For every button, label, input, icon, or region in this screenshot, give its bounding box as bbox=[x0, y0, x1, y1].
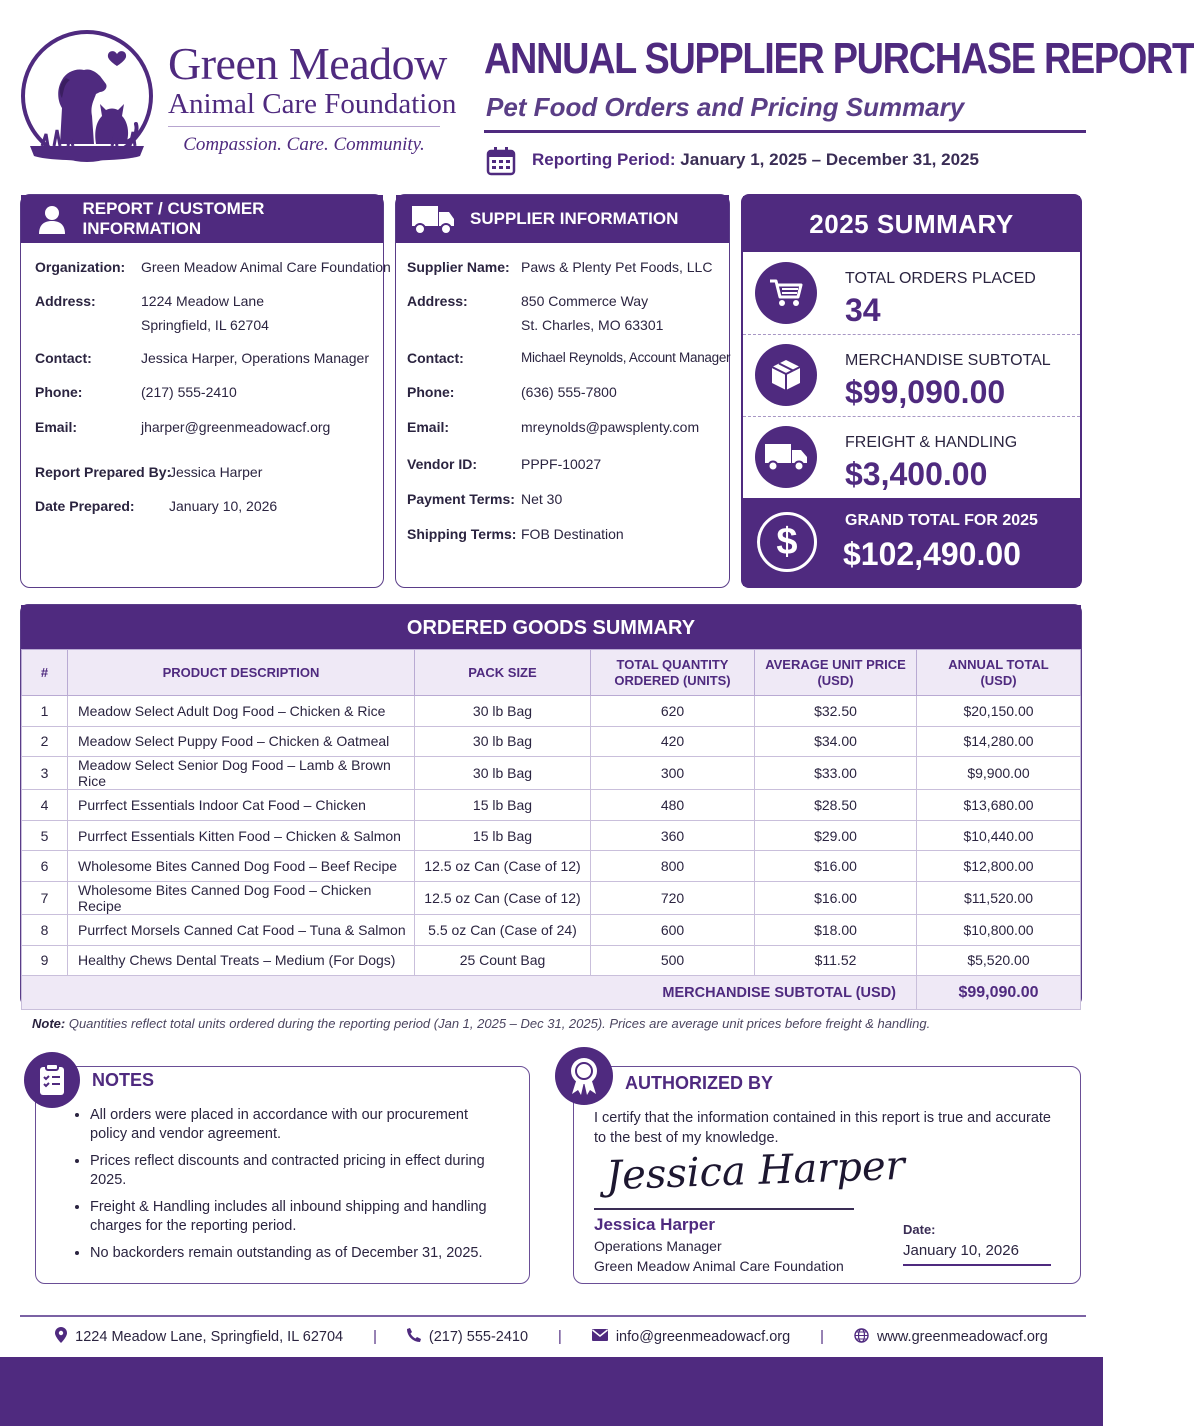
table-header-row bbox=[22, 650, 1081, 696]
footer-separator: | bbox=[820, 1329, 824, 1345]
table-row: 2 Meadow Select Puppy Food – Chicken & Oatmeal 30 lb Bag 420 $34.00 $14,280.00 bbox=[22, 726, 1081, 757]
footer-email[interactable]: info@greenmeadowacf.org bbox=[592, 1329, 790, 1345]
list-item: • Prices reflect discounts and contracted pricing in effect during 2025. bbox=[90, 1152, 506, 1190]
summary-panel bbox=[741, 194, 1082, 588]
summary-grand-total bbox=[743, 498, 1080, 586]
clipboard-icon bbox=[24, 1052, 80, 1108]
dog-cat-logo-icon bbox=[20, 24, 154, 168]
period-label: Reporting Period: bbox=[532, 150, 676, 169]
phone-icon bbox=[407, 1328, 421, 1346]
supplier-card-header bbox=[396, 195, 729, 243]
orders-value: 34 bbox=[845, 292, 881, 328]
table-row: 4 Purrfect Essentials Indoor Cat Food – Chicken 15 lb Bag 480 $28.50 $13,680.00 bbox=[22, 790, 1081, 821]
subtotal-label: MERCHANDISE SUBTOTAL (USD) bbox=[22, 976, 917, 1010]
summary-title: 2025 SUMMARY bbox=[743, 196, 1080, 252]
signature-line bbox=[594, 1208, 854, 1210]
orders-label: TOTAL ORDERS PLACED bbox=[845, 270, 1036, 287]
globe-icon bbox=[854, 1328, 869, 1347]
table-note bbox=[32, 1016, 930, 1031]
summary-freight bbox=[743, 416, 1080, 498]
freight-label: FREIGHT & HANDLING bbox=[845, 434, 1018, 451]
org-subname: Animal Care Foundation bbox=[168, 88, 457, 120]
title-rule bbox=[484, 130, 1086, 133]
footer-separator: | bbox=[373, 1329, 377, 1345]
cart-icon bbox=[755, 262, 817, 324]
footer-rule bbox=[20, 1315, 1086, 1317]
grand-label: GRAND TOTAL FOR 2025 bbox=[845, 512, 1038, 529]
ordered-goods-title: ORDERED GOODS SUMMARY bbox=[21, 605, 1081, 649]
bottom-bar bbox=[0, 1357, 1103, 1426]
freight-value: $3,400.00 bbox=[845, 456, 988, 492]
table-row: 1 Meadow Select Adult Dog Food – Chicken & Rice 30 lb Bag 620 $32.50 $20,150.00 bbox=[22, 696, 1081, 727]
supplier-card-title: SUPPLIER INFORMATION bbox=[470, 209, 679, 228]
grand-value: $102,490.00 bbox=[843, 536, 1021, 572]
table-row: 6 Wholesome Bites Canned Dog Food – Beef Recipe 12.5 oz Can (Case of 12) 800 $16.00 $12,800.00 bbox=[22, 851, 1081, 882]
notes-title: NOTES bbox=[92, 1070, 155, 1090]
award-ribbon-icon bbox=[555, 1047, 613, 1105]
signer-position: Operations Manager bbox=[594, 1238, 722, 1254]
report-title: ANNUAL SUPPLIER PURCHASE REPORT bbox=[484, 34, 1194, 83]
person-icon bbox=[35, 202, 68, 236]
col-header-total: ANNUAL TOTAL (USD) bbox=[917, 650, 1081, 696]
reporting-period bbox=[532, 150, 979, 170]
period-value: January 1, 2025 – December 31, 2025 bbox=[680, 150, 979, 169]
customer-card-title: REPORT / CUSTOMER INFORMATION bbox=[82, 199, 265, 238]
date-label: Date: bbox=[903, 1222, 936, 1237]
subtotal-value: $99,090.00 bbox=[917, 976, 1081, 1010]
footer bbox=[0, 1326, 1103, 1348]
org-tagline: Compassion. Care. Community. bbox=[183, 134, 425, 155]
list-item: • All orders were placed in accordance with our procurement policy and vendor agreement. bbox=[90, 1106, 506, 1144]
col-header-qty: TOTAL QUANTITY ORDERED (UNITS) bbox=[591, 650, 755, 696]
date-value: January 10, 2026 bbox=[903, 1242, 1019, 1259]
col-header-pack: PACK SIZE bbox=[415, 650, 591, 696]
signer-name: Jessica Harper bbox=[594, 1215, 715, 1234]
footer-separator: | bbox=[558, 1329, 562, 1345]
list-item: • Freight & Handling includes all inbound shipping and handling charges for the reporting period. bbox=[90, 1198, 506, 1236]
col-header-price: AVERAGE UNIT PRICE (USD) bbox=[755, 650, 917, 696]
dollar-icon: $ bbox=[757, 512, 817, 572]
signer-org: Green Meadow Animal Care Foundation bbox=[594, 1258, 844, 1274]
note-label: Note: bbox=[32, 1016, 66, 1031]
location-pin-icon bbox=[55, 1327, 67, 1347]
table-row: 3 Meadow Select Senior Dog Food – Lamb & Brown Rice 30 lb Bag 300 $33.00 $9,900.00 bbox=[22, 757, 1081, 790]
date-line bbox=[903, 1264, 1051, 1266]
summary-orders bbox=[743, 252, 1080, 334]
authorized-title: AUTHORIZED BY bbox=[625, 1073, 773, 1093]
table-row: 5 Purrfect Essentials Kitten Food – Chicken & Salmon 15 lb Bag 360 $29.00 $10,440.00 bbox=[22, 820, 1081, 851]
box-icon bbox=[755, 344, 817, 406]
envelope-icon bbox=[592, 1329, 608, 1345]
list-item: • No backorders remain outstanding as of December 31, 2025. bbox=[90, 1244, 506, 1263]
table-row: 8 Purrfect Morsels Canned Cat Food – Tuna & Salmon 5.5 oz Can (Case of 24) 600 $18.00 $10,800.00 bbox=[22, 914, 1081, 945]
truck-icon bbox=[755, 426, 817, 488]
signature: Jessica Harper bbox=[605, 1142, 906, 1200]
table-row: 9 Healthy Chews Dental Treats – Medium (For Dogs) 25 Count Bag 500 $11.52 $5,520.00 bbox=[22, 945, 1081, 976]
note-text: Quantities reflect total units ordered during the reporting period (Jan 1, 2025 – Dec 31, 2025). Prices are average unit prices before freight & handling. bbox=[68, 1016, 931, 1031]
col-header-num: # bbox=[22, 650, 68, 696]
merch-value: $99,090.00 bbox=[845, 374, 1006, 410]
org-name: Green Meadow bbox=[168, 38, 447, 89]
ordered-goods-table bbox=[21, 649, 1081, 1010]
customer-card-header bbox=[21, 195, 383, 243]
org-divider bbox=[168, 126, 440, 127]
truck-icon bbox=[410, 202, 456, 236]
merch-label: MERCHANDISE SUBTOTAL bbox=[845, 352, 1051, 369]
report-subtitle: Pet Food Orders and Pricing Summary bbox=[486, 92, 965, 122]
ordered-goods-section bbox=[20, 604, 1082, 1006]
footer-address: 1224 Meadow Lane, Springfield, IL 62704 bbox=[55, 1327, 343, 1347]
footer-website[interactable]: www.greenmeadowacf.org bbox=[854, 1328, 1048, 1347]
notes-list bbox=[56, 1106, 506, 1271]
subtotal-row bbox=[22, 976, 1081, 1010]
col-header-desc: PRODUCT DESCRIPTION bbox=[68, 650, 415, 696]
certification-text: I certify that the information contained in this report is true and accurate to the best of my knowledge. bbox=[594, 1110, 1051, 1146]
summary-merchandise bbox=[743, 334, 1080, 416]
footer-phone: (217) 555-2410 bbox=[407, 1328, 528, 1346]
calendar-icon bbox=[486, 146, 516, 176]
table-row: 7 Wholesome Bites Canned Dog Food – Chicken Recipe 12.5 oz Can (Case of 12) 720 $16.00 $11,520.00 bbox=[22, 881, 1081, 914]
